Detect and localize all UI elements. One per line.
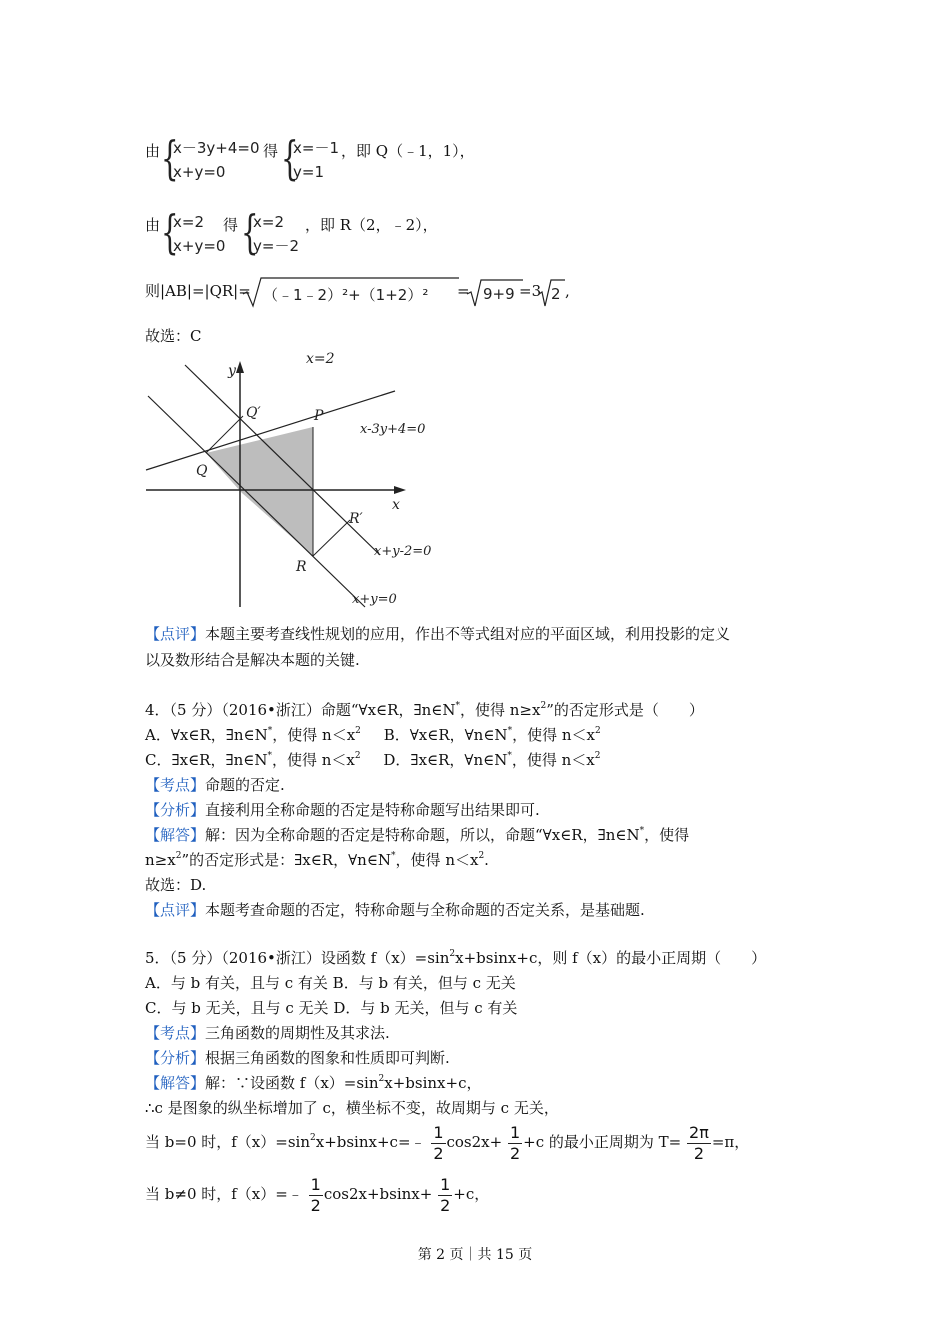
- q4-answer: 故选：D.: [145, 876, 207, 894]
- system-1-result: ，即 Q（﹣1，1），: [341, 142, 475, 160]
- q4-kaodian: 【考点】命题的否定.: [145, 776, 285, 794]
- q4-stem: 4．（5 分）（2016•浙江）命题“∀x∈R，∃n∈N*，使得 $n\ge x^2$”的否定形式是（ ）: [145, 701, 704, 719]
- brace: {: [241, 205, 259, 259]
- q4-options-cd: [145, 750, 601, 770]
- radicand: （﹣1﹣2）²+（1+2）²: [263, 286, 429, 304]
- system-2-result: ，即 R（2，﹣2），: [305, 216, 438, 234]
- equals: =: [457, 282, 470, 300]
- equation: x+y=0: [173, 237, 226, 255]
- comma: ,: [565, 282, 570, 300]
- solution: x=－1: [293, 139, 339, 157]
- equation: x－3y+4=0: [173, 139, 260, 157]
- q4-jieda-2: $n\ge x^2$”的否定形式是：∃x∈R，∀n∈N*，使得 $n<x^2$.: [145, 851, 489, 869]
- answer-q3: 故选：C: [145, 327, 202, 345]
- radicand: 2: [551, 285, 561, 303]
- q5-options-ab: A．与 b 有关，且与 c 有关 B．与 b 有关，但与 c 无关: [145, 974, 516, 992]
- review-tag: 【点评】: [145, 625, 206, 643]
- fraction-half: $\frac{1}{2}$: [310, 1174, 321, 1215]
- solution: x=2: [253, 213, 284, 231]
- equation: x=2: [173, 213, 204, 231]
- q5-stem: 5．（5 分）（2016•浙江）设函数 $f(x)=\sin^2x+bsinx+c$，则 f（x）的最小正周期（ ）: [145, 949, 767, 967]
- radicand: 9+9: [483, 285, 515, 303]
- brace: {: [281, 131, 299, 185]
- option-a: A．∀x∈R，∃n∈N*，使得 $n<x^2$: [145, 726, 361, 744]
- q5-fenxi: 【分析】根据三角函数的图象和性质即可判断.: [145, 1049, 450, 1067]
- brace: {: [161, 131, 179, 185]
- equals-three: =3: [519, 282, 542, 300]
- brace: {: [161, 205, 179, 259]
- fraction-half: $\frac{1}{2}$: [440, 1174, 451, 1215]
- q5-kaodian: 【考点】三角函数的周期性及其求法.: [145, 1024, 390, 1042]
- review-text: 本题主要考查线性规划的应用，作出不等式组对应的平面区域，利用投影的定义: [205, 625, 731, 643]
- system-2: [145, 205, 545, 266]
- option-b: B．∀x∈R，∀n∈N*，使得 $n<x^2$: [383, 726, 601, 744]
- q4-jieda-1: 【解答】解：因为全称命题的否定是特称命题，所以，命题“∀x∈R，∃n∈N*，使得: [145, 826, 690, 844]
- q4-review: 【点评】本题考查命题的否定，特称命题与全称命题的否定关系，是基础题.: [145, 901, 645, 919]
- distance-line: [145, 280, 595, 314]
- fraction-half: $\frac{1}{2}$: [433, 1122, 444, 1163]
- label-q: Q: [196, 463, 208, 479]
- q5-case-b-nonzero: 当 b≠0 时，f（x）=﹣ $\frac{1}{2}$ cos2x+bsinx+ $\frac{1}{2}$ +c，: [145, 1174, 490, 1215]
- option-c: C．∃x∈R，∃n∈N*，使得 $n<x^2$: [145, 751, 361, 769]
- solution: y=－2: [253, 237, 299, 255]
- q5-options-cd: C．与 b 无关，且与 c 无关 D．与 b 无关，但与 c 有关: [145, 999, 518, 1017]
- label-x2: x=2: [306, 351, 335, 367]
- q4-options-ab: [145, 725, 601, 745]
- option-d: D．∃x∈R，∀n∈N*，使得 $n<x^2$: [383, 751, 601, 769]
- system-2-mid: 得: [223, 216, 239, 234]
- q5-jieda-2: ∴c 是图象的纵坐标增加了 c，横坐标不变，故周期与 c 无关，: [145, 1099, 559, 1117]
- label-line-2: x+y-2=0: [374, 544, 432, 559]
- system-1: [145, 131, 545, 192]
- linear-programming-figure: [140, 345, 460, 615]
- q5-jieda-1: 【解答】解：∵设函数 $f(x)=\sin^2x+bsinx+c$，: [145, 1074, 482, 1092]
- label-line-1: x-3y+4=0: [360, 422, 426, 437]
- label-p: P: [314, 408, 324, 424]
- system-1-mid: 得: [263, 142, 279, 160]
- label-r-prime: R′: [349, 511, 363, 527]
- system-1-prefix: 由: [145, 142, 161, 160]
- label-y-axis: y: [228, 363, 236, 379]
- label-q-prime: Q′: [246, 405, 261, 421]
- solution: y=1: [293, 163, 324, 181]
- fraction-two-pi-over-two: $\frac{2\pi}{2}$: [689, 1122, 709, 1163]
- page-footer: 第 2 页｜共 15 页: [417, 1247, 533, 1263]
- q3-review-line-2: 以及数形结合是解决本题的关键.: [145, 651, 360, 669]
- fraction-half: $\frac{1}{2}$: [509, 1122, 521, 1163]
- label-line-3: x+y=0: [352, 592, 397, 607]
- equation: x+y=0: [173, 163, 226, 181]
- label-r: R: [296, 559, 307, 575]
- q4-fenxi: 【分析】直接利用全称命题的否定是特称命题写出结果即可.: [145, 801, 540, 819]
- system-2-prefix: 由: [145, 216, 161, 234]
- distance-prefix: 则|AB|=|QR|=: [145, 282, 251, 300]
- q5-case-b-zero: 当 b=0 时，$f(x)=\sin^2x+bsinx+c=﹣$ $\frac{1}{2}$ cos2x+ $\frac{1}{2}$ +c 的最小正周期为 T= $\frac{2\pi}{2}$ =π，: [145, 1122, 750, 1163]
- label-x-axis: x: [392, 497, 400, 513]
- q3-review-line-1: [145, 624, 730, 644]
